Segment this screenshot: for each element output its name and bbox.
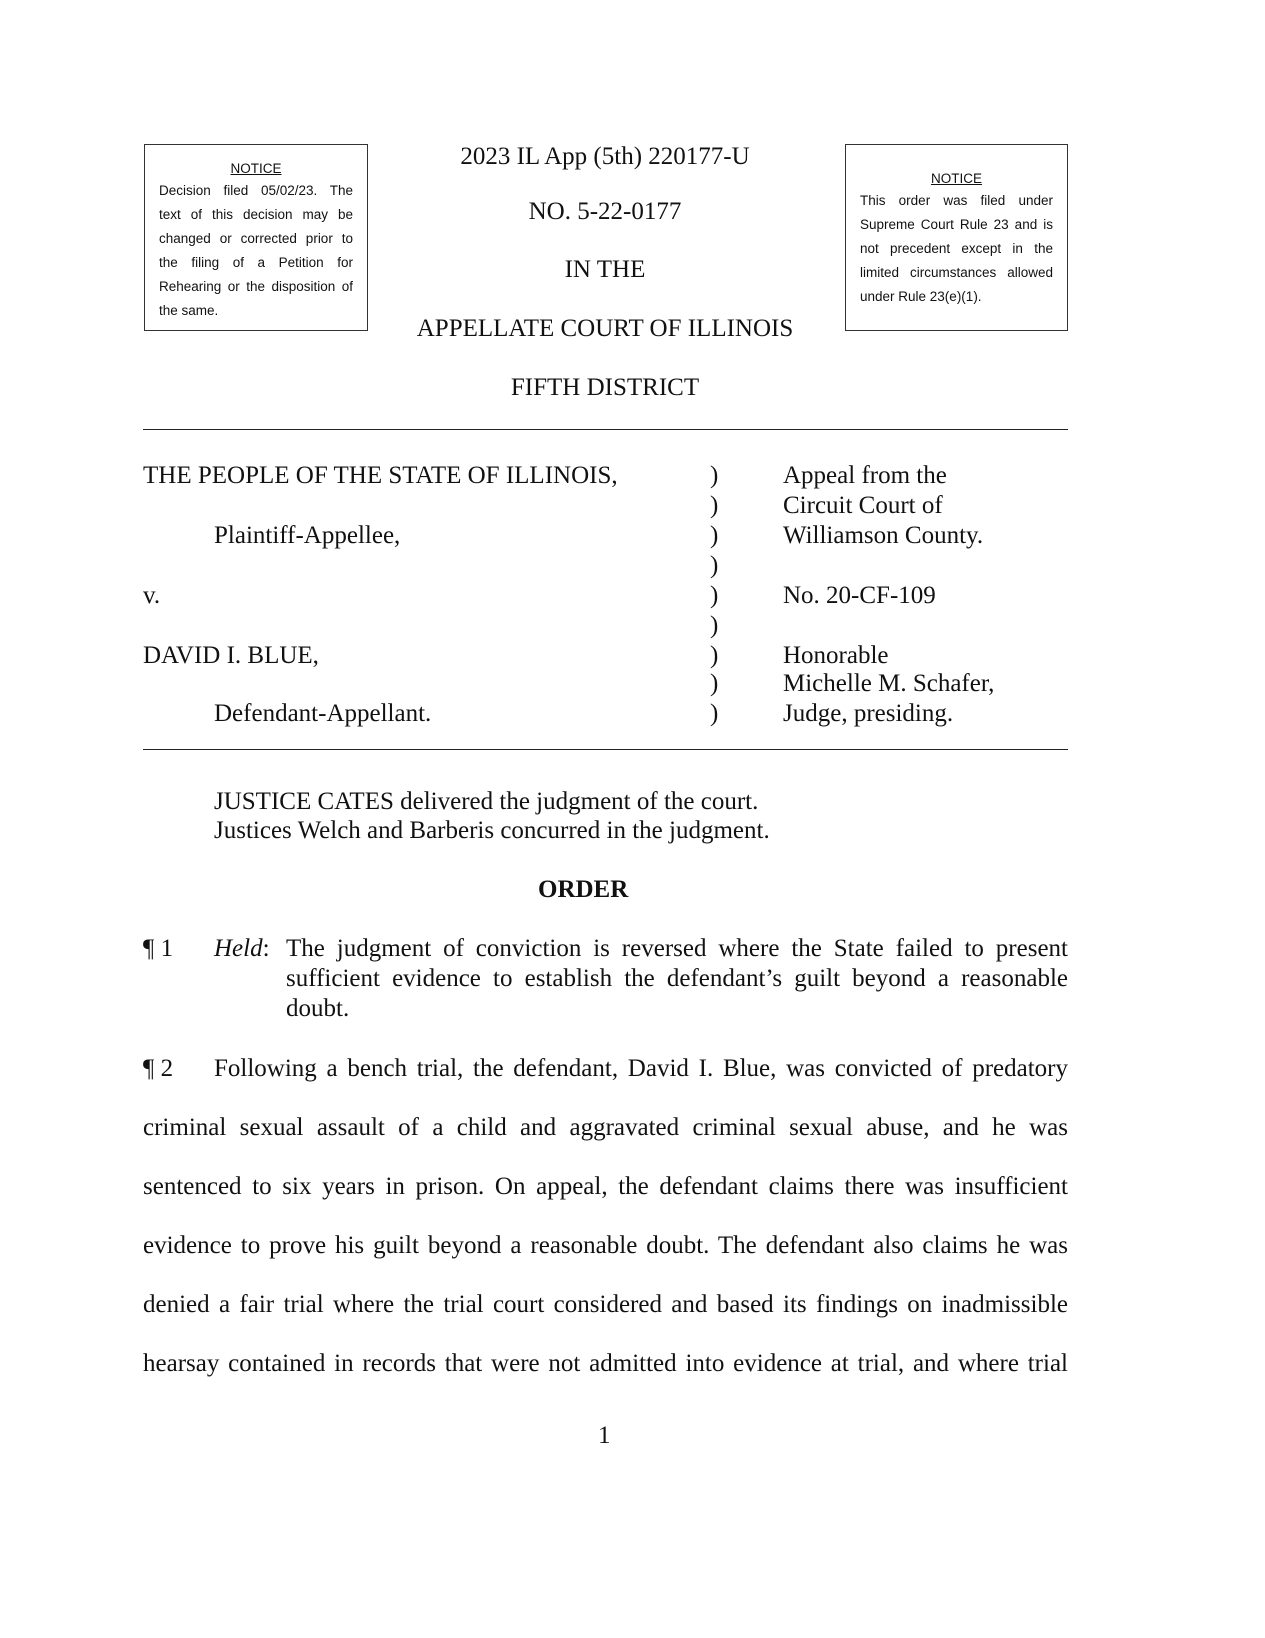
notice-line: This order was filed under xyxy=(860,193,1053,208)
judge-presiding: Judge, presiding. xyxy=(783,700,954,727)
divider xyxy=(143,429,1068,430)
paren: ) xyxy=(710,552,719,579)
paren: ) xyxy=(710,700,719,727)
notice-line: Decision filed 05/02/23. The xyxy=(159,183,353,198)
defendant-name: DAVID I. BLUE, xyxy=(143,642,319,669)
order-title: ORDER xyxy=(538,876,629,903)
held-line: The judgment of conviction is reversed where the State failed to present xyxy=(286,935,1068,962)
body-line: criminal sexual assault of a child and aggravated criminal sexual abuse, and he was xyxy=(143,1114,1068,1141)
body-line: sentenced to six years in prison. On appeal, the defendant claims there was insufficient xyxy=(143,1173,1068,1200)
notice-title: NOTICE xyxy=(930,171,982,186)
body-line: evidence to prove his guilt beyond a reasonable doubt. The defendant also claims he was xyxy=(143,1232,1068,1259)
notice-line: limited circumstances allowed xyxy=(860,265,1053,280)
held-word: Held xyxy=(214,935,263,962)
held-line: sufficient evidence to establish the defendant’s guilt beyond a reasonable xyxy=(286,965,1068,992)
plaintiff-role: Plaintiff-Appellee, xyxy=(214,522,401,549)
body-line: denied a fair trial where the trial court considered and based its findings on inadmissible xyxy=(143,1291,1068,1318)
paren: ) xyxy=(710,582,719,609)
appeal-from: Appeal from the xyxy=(783,462,947,489)
body-line: Following a bench trial, the defendant, David I. Blue, was convicted of predatory xyxy=(214,1055,1068,1082)
versus: v. xyxy=(143,582,161,609)
notice-line: Supreme Court Rule 23 and is xyxy=(860,217,1053,232)
page-number: 1 xyxy=(598,1422,611,1449)
paragraph-mark: ¶ 1 xyxy=(143,935,174,962)
judge-name: Michelle M. Schafer, xyxy=(783,670,995,697)
paren: ) xyxy=(710,522,719,549)
divider xyxy=(143,749,1068,750)
docket-number: NO. 5-22-0177 xyxy=(528,198,682,225)
notice-line: under Rule 23(e)(1). xyxy=(860,289,982,304)
held-colon: : xyxy=(262,935,270,962)
notice-line: changed or corrected prior to xyxy=(159,231,353,246)
trial-case-number: No. 20-CF-109 xyxy=(783,582,936,609)
paragraph-mark: ¶ 2 xyxy=(143,1055,174,1082)
notice-line: Rehearing or the disposition of xyxy=(159,279,353,294)
justices-concurred: Justices Welch and Barberis concurred in the judgment. xyxy=(214,817,770,844)
paren: ) xyxy=(710,462,719,489)
defendant-role: Defendant-Appellant. xyxy=(214,700,432,727)
paren: ) xyxy=(710,612,719,639)
in-the: IN THE xyxy=(564,256,646,283)
county: Williamson County. xyxy=(783,522,984,549)
notice-line: the filing of a Petition for xyxy=(159,255,353,270)
body-line: hearsay contained in records that were not admitted into evidence at trial, and where trial xyxy=(143,1350,1068,1377)
notice-line: not precedent except in the xyxy=(860,241,1053,256)
paren: ) xyxy=(710,670,719,697)
case-citation: 2023 IL App (5th) 220177-U xyxy=(460,143,750,170)
notice-box-right xyxy=(845,144,1068,331)
district: FIFTH DISTRICT xyxy=(510,374,700,401)
circuit-court: Circuit Court of xyxy=(783,492,943,519)
paren: ) xyxy=(710,492,719,519)
honorable: Honorable xyxy=(783,642,889,669)
held-label xyxy=(214,935,270,963)
justice-delivered: JUSTICE CATES delivered the judgment of the court. xyxy=(214,788,759,815)
notice-line: text of this decision may be xyxy=(159,207,353,222)
court-name: APPELLATE COURT OF ILLINOIS xyxy=(416,315,794,342)
held-line: doubt. xyxy=(286,995,350,1022)
plaintiff-name: THE PEOPLE OF THE STATE OF ILLINOIS, xyxy=(143,462,618,489)
notice-title: NOTICE xyxy=(230,161,282,176)
notice-box-left xyxy=(144,144,368,331)
notice-line: the same. xyxy=(159,303,219,318)
paren: ) xyxy=(710,642,719,669)
